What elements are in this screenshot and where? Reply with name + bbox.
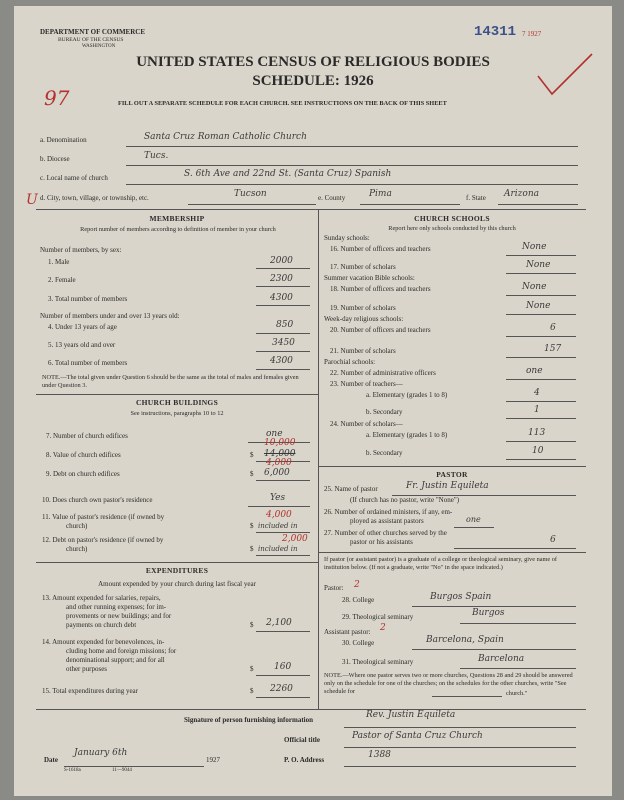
q13-dollar: $ <box>250 621 254 629</box>
q11-note: included in <box>258 522 298 530</box>
q14-value: 160 <box>274 662 292 672</box>
q11-label: 11. Value of pastor's residence (if owned by <box>42 513 165 521</box>
checkmark-icon <box>534 50 598 100</box>
q7-label: 7. Number of church edifices <box>46 432 128 440</box>
date-year: 1927 <box>206 756 220 764</box>
q12-dollar: $ <box>250 545 254 553</box>
q15-value: 2260 <box>270 684 293 694</box>
schools-intro: Report here only schools conducted by this church <box>388 225 516 232</box>
q24a-line <box>506 441 576 442</box>
state-line <box>498 204 578 205</box>
q5-line <box>256 351 310 352</box>
expenditures-title: EXPENDITURES <box>145 566 209 575</box>
q22-line <box>506 379 576 380</box>
q13-line <box>256 631 310 632</box>
frame-bottom-rule <box>36 709 586 710</box>
q20-value: 6 <box>550 323 556 333</box>
q26-label-cont: ployed as assistant pastors <box>350 517 424 525</box>
q20-line <box>506 336 576 337</box>
assistant-label: Assistant pastor: <box>324 628 371 636</box>
schedule-title: SCHEDULE: 1926 <box>252 73 374 89</box>
q18-line <box>506 295 576 296</box>
q14-dollar: $ <box>250 665 254 673</box>
q7-value: one <box>266 429 283 439</box>
denomination-line <box>126 146 578 147</box>
diocese-value: Tucs. <box>144 151 169 161</box>
q9-above-value: 4,000 <box>266 458 292 468</box>
local-name-label: c. Local name of church <box>40 174 108 182</box>
q2-label: 2. Female <box>48 276 76 284</box>
date-line <box>64 766 204 767</box>
q5-value: 3450 <box>272 338 295 348</box>
q5-label: 5. 13 years old and over <box>48 341 116 349</box>
q30-line <box>412 649 576 650</box>
q24b-line <box>506 459 576 460</box>
q1-line <box>256 268 310 269</box>
date-value: January 6th <box>74 748 128 758</box>
q17-label: 17. Number of scholars <box>330 263 396 271</box>
instruction-line: FILL OUT A SEPARATE SCHEDULE FOR EACH CHURCH. SEE INSTRUCTIONS ON THE BACK OF THIS SHEET <box>118 100 447 107</box>
city-value: Tucson <box>234 189 267 199</box>
q25-label: 25. Name of pastor <box>324 485 378 493</box>
q4-line <box>256 333 310 334</box>
margin-mark: 97 <box>44 86 70 110</box>
pastor-note: NOTE.—Where one pastor serves two or more churches, Questions 28 and 29 should be answered only on the schedule for one of the churches; on the schedules for the other churches, write "See schedule for <box>324 672 573 695</box>
city-line <box>188 204 316 205</box>
q21-label: 21. Number of scholars <box>330 347 396 355</box>
q14-line3: denominational support; and for all <box>66 656 165 664</box>
form-number: S-1618a <box>64 768 81 773</box>
q23b-label: b. Secondary <box>366 408 403 416</box>
q23a-label: a. Elementary (grades 1 to 8) <box>366 391 448 399</box>
signature-label: Signature of person furnishing information <box>184 716 313 724</box>
q16-label: 16. Number of officers and teachers <box>330 245 431 253</box>
q24b-label: b. Secondary <box>366 449 403 457</box>
q23b-value: 1 <box>534 405 540 415</box>
q15-line <box>256 697 310 698</box>
q11-line <box>256 532 310 533</box>
q15-dollar: $ <box>250 687 254 695</box>
pastor-mark: 2 <box>354 580 360 590</box>
q30-value: Barcelona, Spain <box>426 635 504 645</box>
q27-label-cont: pastor or his assistants <box>350 538 413 546</box>
q13-line3: provements or new buildings; and for <box>66 612 172 620</box>
q28-value: Burgos Spain <box>430 592 492 602</box>
q8-dollar: $ <box>250 451 254 459</box>
city-label: WASHINGTON <box>82 44 116 49</box>
q10-value: Yes <box>270 493 286 503</box>
department-label: DEPARTMENT OF COMMERCE <box>40 28 146 36</box>
q26-label: 26. Number of ordained ministers, if any, em- <box>324 508 453 516</box>
buildings-title: CHURCH BUILDINGS <box>135 398 219 407</box>
q12-label: 12. Debt on pastor's residence (if owned by <box>42 536 164 544</box>
q6-label: 6. Total number of members <box>48 359 128 367</box>
denomination-label: a. Denomination <box>40 136 87 144</box>
by-sex-label: Number of members, by sex: <box>40 246 122 254</box>
city-label-d: d. City, town, village, or township, etc. <box>40 194 149 202</box>
q18-value: None <box>522 282 547 292</box>
print-number: 11—9044 <box>112 768 132 773</box>
q10-line <box>248 506 310 507</box>
pastor-note-end: church." <box>506 690 528 697</box>
official-title-label: Official title <box>284 736 320 744</box>
signature-value: Rev. Justin Equileta <box>366 710 456 720</box>
q11-dollar: $ <box>250 522 254 530</box>
q28-line <box>412 606 576 607</box>
q29-line <box>460 623 576 624</box>
buildings-rule <box>36 562 318 563</box>
q9-line <box>256 480 310 481</box>
q27-label: 27. Number of other churches served by the <box>324 529 447 537</box>
frame-top-rule <box>36 209 586 210</box>
q3-value: 4300 <box>270 293 293 303</box>
q24a-value: 113 <box>528 428 546 438</box>
q21-line <box>506 357 576 358</box>
q4-label: 4. Under 13 years of age <box>48 323 117 331</box>
q8-struck-value: 14,000 <box>264 449 296 459</box>
q9-label: 9. Debt on church edifices <box>46 470 120 478</box>
age-intro: Number of members under and over 13 years old: <box>40 312 180 320</box>
q24-label: 24. Number of scholars— <box>330 420 403 428</box>
q23-label: 23. Number of teachers— <box>330 380 403 388</box>
membership-note: NOTE.—The total given under Question 6 should be the same as the total of males and females given under Question 3. <box>42 374 299 389</box>
pastor-rule <box>318 552 586 553</box>
q6-line <box>256 369 310 370</box>
note-blank-line <box>432 696 502 697</box>
q21-value: 157 <box>544 344 562 354</box>
q3-label: 3. Total number of members <box>48 295 128 303</box>
q1-label: 1. Male <box>48 258 70 266</box>
q3-line <box>256 305 310 306</box>
q30-label: 30. College <box>342 639 375 647</box>
q22-value: one <box>526 366 543 376</box>
pastor-title: PASTOR <box>436 470 468 479</box>
membership-title: MEMBERSHIP <box>149 214 205 223</box>
expenditures-intro: Amount expended by your church during last fiscal year <box>98 580 256 588</box>
po-address-label: P. O. Address <box>284 756 325 764</box>
county-label: e. County <box>318 194 346 202</box>
graduate-note: If pastor (or assistant pastor) is a graduate of a college or theological seminary, give name of institution below. (If not a graduate, write "No" in the space indicated.) <box>324 556 558 571</box>
census-schedule-sheet <box>14 6 612 796</box>
q27-value: 6 <box>550 535 556 545</box>
q12-note: included in <box>258 545 298 553</box>
q28-label: 28. College <box>342 596 375 604</box>
q25-note: (If church has no pastor, write "None") <box>350 496 460 504</box>
membership-intro: Report number of members according to definition of member in your church <box>80 226 276 233</box>
q6-value: 4300 <box>270 356 293 366</box>
county-value: Pima <box>369 189 392 199</box>
q13-line4: payments on church debt <box>66 621 137 629</box>
q19-label: 19. Number of scholars <box>330 304 396 312</box>
q23a-value: 4 <box>534 388 540 398</box>
q23b-line <box>506 418 576 419</box>
q16-value: None <box>522 242 547 252</box>
buildings-intro: See instructions, paragraphs 10 to 12 <box>130 410 224 417</box>
q20-label: 20. Number of officers and teachers <box>330 326 431 334</box>
q9-value: 6,000 <box>264 468 290 478</box>
side-mark: U <box>26 192 38 208</box>
assistant-mark: 2 <box>380 623 386 633</box>
q13-line2: and other running expenses; for im- <box>66 603 167 611</box>
q12-line <box>256 555 310 556</box>
date-label: Date <box>44 756 58 764</box>
q31-line <box>460 668 576 669</box>
q4-value: 850 <box>276 320 294 330</box>
q16-line <box>506 255 576 256</box>
membership-rule <box>36 394 318 395</box>
denomination-value: Santa Cruz Roman Catholic Church <box>144 132 307 142</box>
q25-value: Fr. Justin Equileta <box>406 481 489 491</box>
official-title-line <box>344 747 576 748</box>
q22-label: 22. Number of administrative officers <box>330 369 436 377</box>
q19-line <box>506 314 576 315</box>
stamp-year: 7 1927 <box>522 30 542 38</box>
q18-label: 18. Number of officers and teachers <box>330 285 431 293</box>
q14-line <box>256 675 310 676</box>
q31-label: 31. Theological seminary <box>342 658 414 666</box>
sunday-label: Sunday schools: <box>324 234 370 242</box>
q29-label: 29. Theological seminary <box>342 613 414 621</box>
q11-label-cont: church) <box>66 522 88 530</box>
state-value: Arizona <box>504 189 540 199</box>
diocese-line <box>126 165 578 166</box>
q29-value: Burgos <box>472 608 505 618</box>
q17-value: None <box>526 260 551 270</box>
q26-line <box>454 527 494 528</box>
schools-title: CHURCH SCHOOLS <box>414 214 490 223</box>
q24b-value: 10 <box>532 446 544 456</box>
pastor-label: Pastor: <box>324 584 344 592</box>
q23a-line <box>506 401 576 402</box>
q1-value: 2000 <box>270 256 293 266</box>
q27-line <box>454 548 576 549</box>
county-line <box>360 204 460 205</box>
q12-value: 2,000 <box>282 534 308 544</box>
q2-line <box>256 286 310 287</box>
state-label: f. State <box>466 194 486 202</box>
q10-label: 10. Does church own pastor's residence <box>42 496 153 504</box>
q14-line1: 14. Amount expended for benevolences, in- <box>42 638 165 646</box>
bureau-label: BUREAU OF THE CENSUS <box>58 37 124 43</box>
q13-line1: 13. Amount expended for salaries, repairs, <box>42 594 161 602</box>
weekday-label: Week-day religious schools: <box>324 315 404 323</box>
official-title-value: Pastor of Santa Cruz Church <box>352 731 483 741</box>
q13-value: 2,100 <box>266 618 292 628</box>
form-title: UNITED STATES CENSUS OF RELIGIOUS BODIES <box>136 54 490 70</box>
column-divider <box>318 209 319 709</box>
local-name-value: S. 6th Ave and 22nd St. (Santa Cruz) Spanish <box>184 169 392 179</box>
local-name-line <box>126 184 578 185</box>
q12-label-cont: church) <box>66 545 88 553</box>
parochial-label: Parochial schools: <box>324 358 376 366</box>
q11-value: 4,000 <box>266 510 292 520</box>
q8-label: 8. Value of church edifices <box>46 451 121 459</box>
q19-value: None <box>526 301 551 311</box>
q17-line <box>506 273 576 274</box>
q8-value: 10,000 <box>264 438 296 448</box>
summer-label: Summer vacation Bible schools: <box>324 274 415 282</box>
po-address-line <box>344 766 576 767</box>
q15-label: 15. Total expenditures during year <box>42 687 138 695</box>
po-address-value: 1388 <box>368 750 391 760</box>
q14-line4: other purposes <box>66 665 108 673</box>
q9-dollar: $ <box>250 470 254 478</box>
q26-value: one <box>466 515 481 524</box>
signature-line <box>344 727 576 728</box>
q2-value: 2300 <box>270 274 293 284</box>
q31-value: Barcelona <box>478 654 525 664</box>
q24a-label: a. Elementary (grades 1 to 8) <box>366 431 448 439</box>
schools-rule <box>318 466 586 467</box>
diocese-label: b. Diocese <box>40 155 70 163</box>
q14-line2: cluding home and foreign missions; for <box>66 647 177 655</box>
stamp-number: 14311 <box>474 24 517 40</box>
